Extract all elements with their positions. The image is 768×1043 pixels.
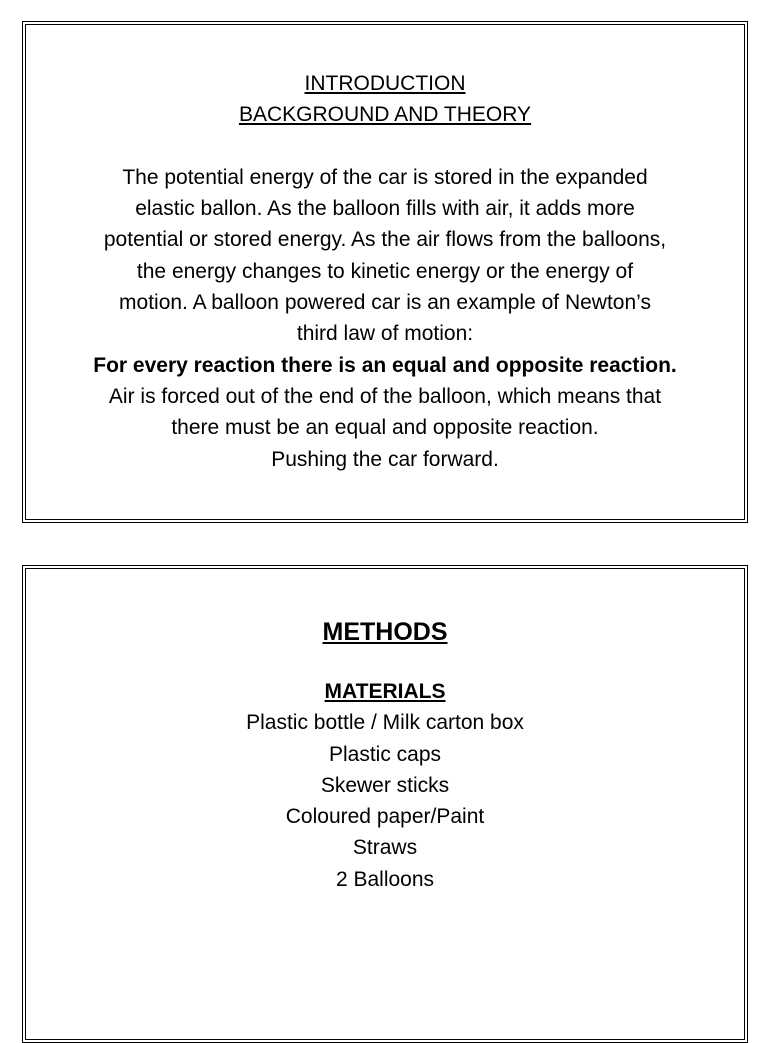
introduction-content bbox=[26, 25, 744, 475]
closing-line: there must be an equal and opposite reaction. bbox=[171, 416, 599, 440]
material-item: Plastic bottle / Milk carton box bbox=[246, 711, 524, 735]
methods-heading: METHODS bbox=[322, 618, 448, 646]
background-theory-heading: BACKGROUND AND THEORY bbox=[238, 103, 532, 127]
material-item: 2 Balloons bbox=[335, 867, 435, 891]
paragraph-line: potential or stored energy. As the air flows from the balloons, bbox=[103, 228, 667, 252]
materials-list bbox=[26, 707, 744, 895]
material-item: Straws bbox=[352, 836, 418, 860]
spacer bbox=[26, 131, 744, 162]
introduction-heading: INTRODUCTION bbox=[304, 72, 466, 95]
paragraph-line: the energy changes to kinetic energy or the energy of bbox=[136, 259, 634, 283]
closing-line: Pushing the car forward. bbox=[271, 447, 499, 471]
introduction-box bbox=[22, 21, 748, 523]
paragraph-line: third law of motion: bbox=[296, 322, 474, 346]
paragraph-line: The potential energy of the car is stored in the expanded bbox=[122, 165, 648, 189]
methods-box bbox=[22, 565, 748, 1043]
material-item: Coloured paper/Paint bbox=[285, 805, 485, 829]
paragraph-line: motion. A balloon powered car is an example of Newton’s bbox=[119, 291, 651, 315]
paragraph-line: elastic ballon. As the balloon fills with air, it adds more bbox=[135, 197, 635, 221]
closing-line: Air is forced out of the end of the balloon, which means that bbox=[108, 384, 662, 408]
material-item: Skewer sticks bbox=[320, 773, 450, 797]
methods-content bbox=[26, 569, 744, 895]
material-item: Plastic caps bbox=[328, 742, 442, 766]
materials-heading: MATERIALS bbox=[324, 680, 446, 703]
newton-law-statement: For every reaction there is an equal and opposite reaction. bbox=[93, 353, 677, 377]
